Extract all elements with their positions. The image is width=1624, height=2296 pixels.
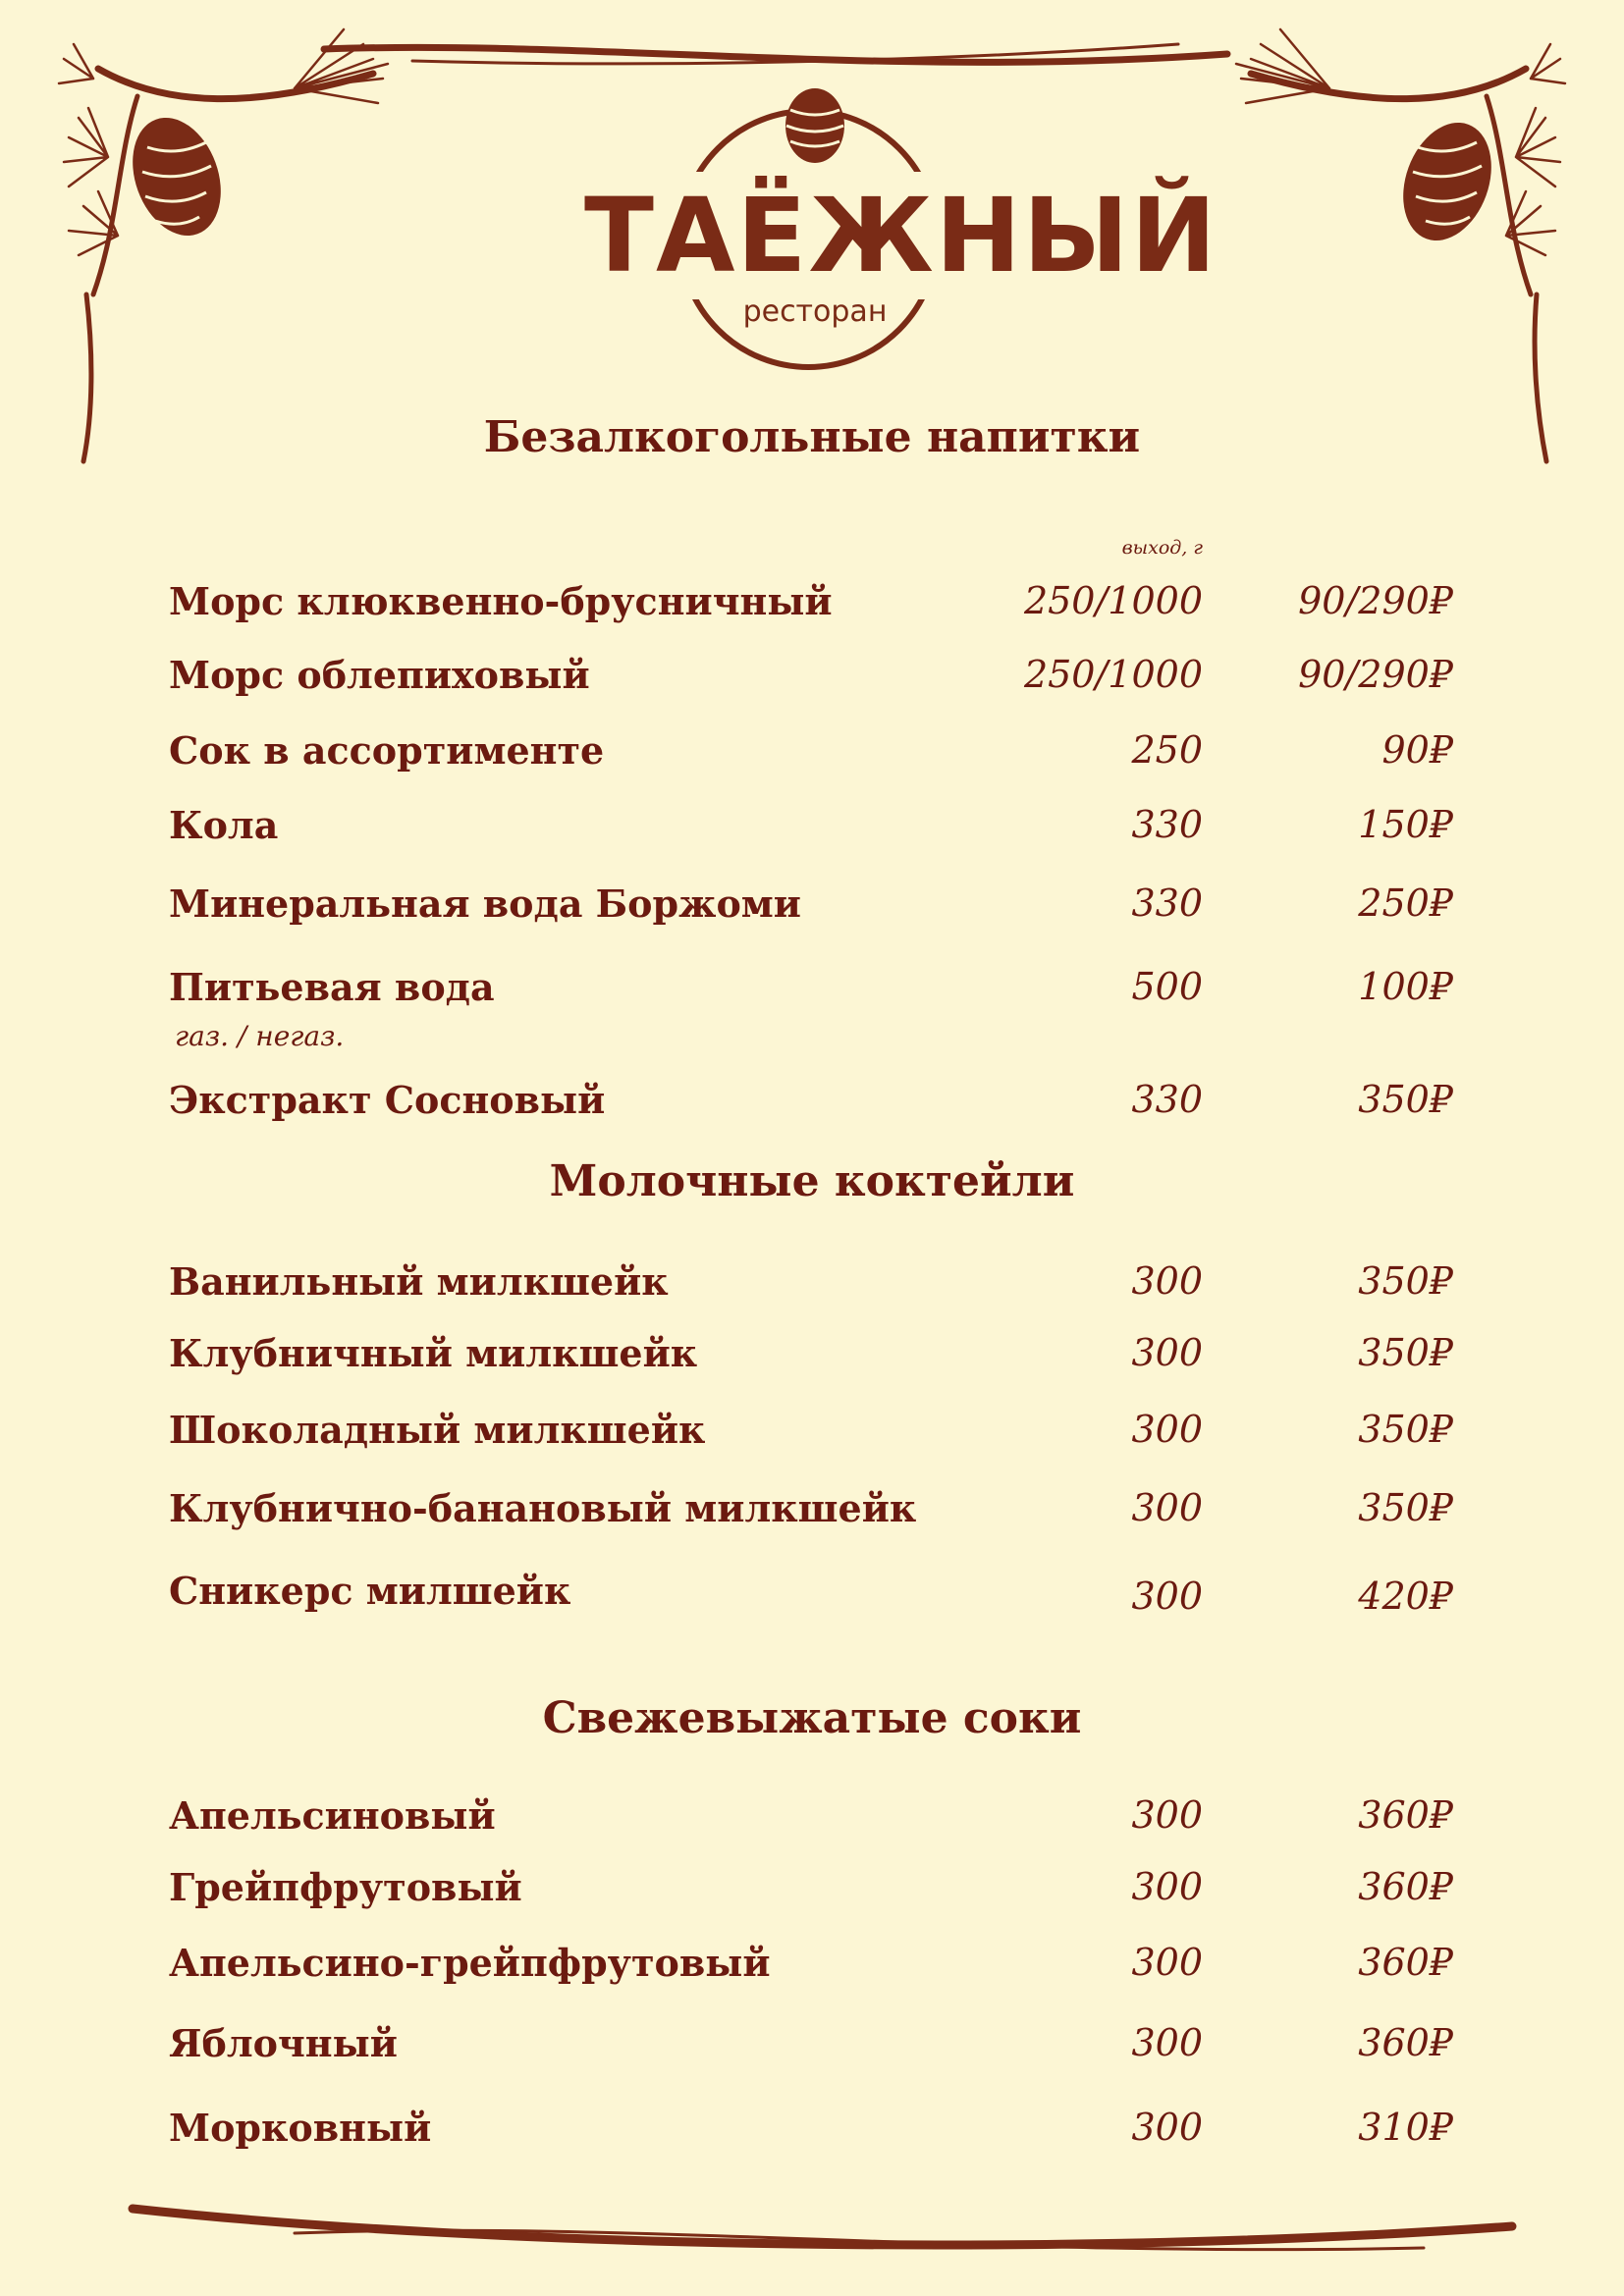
item-name: Шоколадный милкшейк <box>169 1408 706 1452</box>
item-output: 300 <box>1131 1575 1203 1618</box>
menu-item <box>0 1486 1624 1545</box>
item-name: Клубничный милкшейк <box>169 1331 698 1375</box>
item-output: 330 <box>1131 803 1203 846</box>
item-output: 300 <box>1131 1408 1203 1451</box>
item-price: 350₽ <box>1358 1408 1453 1451</box>
item-output: 300 <box>1131 1486 1203 1529</box>
item-output: 250 <box>1131 728 1203 772</box>
item-name: Яблочный <box>169 2021 398 2065</box>
menu-item <box>0 803 1624 862</box>
menu-item <box>0 1569 1624 1628</box>
menu-item <box>0 1941 1624 2000</box>
menu-item <box>0 881 1624 940</box>
item-price: 90/290₽ <box>1298 579 1453 622</box>
item-price: 360₽ <box>1358 1793 1453 1837</box>
item-output: 300 <box>1131 1793 1203 1837</box>
menu-item <box>0 2021 1624 2080</box>
item-name: Апельсино-грейпфрутовый <box>169 1941 771 1985</box>
item-output: 330 <box>1131 1078 1203 1121</box>
menu-item <box>0 1793 1624 1852</box>
item-price: 350₽ <box>1358 1078 1453 1121</box>
pine-branch-icon <box>1236 29 1565 294</box>
item-price: 90/290₽ <box>1298 653 1453 696</box>
menu-item <box>0 728 1624 787</box>
item-price: 360₽ <box>1358 2021 1453 2064</box>
item-price: 310₽ <box>1358 2106 1453 2149</box>
item-price: 350₽ <box>1358 1259 1453 1303</box>
item-price: 350₽ <box>1358 1331 1453 1374</box>
item-price: 360₽ <box>1358 1941 1453 1984</box>
item-output: 250/1000 <box>1023 653 1203 696</box>
item-name: Апельсиновый <box>169 1793 496 1838</box>
output-unit-label: выход, г <box>1121 537 1203 559</box>
pine-cone-icon <box>771 79 859 167</box>
item-name: Питьевая вода <box>169 965 495 1009</box>
item-price: 250₽ <box>1358 881 1453 925</box>
item-price: 100₽ <box>1358 965 1453 1008</box>
item-price: 360₽ <box>1358 1865 1453 1908</box>
item-name: Морс облепиховый <box>169 653 590 697</box>
item-note: газ. / негаз. <box>175 1020 345 1052</box>
item-name: Минеральная вода Боржоми <box>169 881 801 926</box>
menu-item <box>0 579 1624 638</box>
item-name: Кола <box>169 803 279 847</box>
menu-item <box>0 1865 1624 1924</box>
pine-cone-icon <box>117 105 236 247</box>
item-output: 500 <box>1131 965 1203 1008</box>
item-name: Сок в ассортименте <box>169 728 605 773</box>
item-price: 350₽ <box>1358 1486 1453 1529</box>
item-output: 300 <box>1131 1331 1203 1374</box>
item-output: 300 <box>1131 1865 1203 1908</box>
menu-item <box>0 2106 1624 2164</box>
section-title-fresh-juices: Свежевыжатые соки <box>542 1693 1082 1743</box>
item-name: Клубнично-банановый милкшейк <box>169 1486 917 1530</box>
item-output: 300 <box>1131 2106 1203 2149</box>
item-output: 300 <box>1131 1941 1203 1984</box>
restaurant-logo <box>584 59 1218 373</box>
menu-item <box>0 1078 1624 1137</box>
item-output: 300 <box>1131 2021 1203 2064</box>
menu-item <box>0 1331 1624 1390</box>
item-name: Грейпфрутовый <box>169 1865 522 1909</box>
section-title-soft-drinks: Безалкогольные напитки <box>483 412 1141 462</box>
item-name: Морс клюквенно-брусничный <box>169 579 833 623</box>
pine-cone-icon <box>1387 110 1506 252</box>
menu-item <box>0 1259 1624 1318</box>
item-output: 250/1000 <box>1023 579 1203 622</box>
menu-item <box>0 653 1624 712</box>
item-price: 90₽ <box>1381 728 1453 772</box>
section-title-milkshakes: Молочные коктейли <box>549 1156 1075 1206</box>
item-name: Морковный <box>169 2106 432 2150</box>
logo-subtitle: ресторан <box>742 294 888 329</box>
item-price: 420₽ <box>1358 1575 1453 1618</box>
item-name: Экстракт Сосновый <box>169 1078 606 1122</box>
item-output: 330 <box>1131 881 1203 925</box>
item-name: Сникерс милшейк <box>169 1569 571 1613</box>
item-price: 150₽ <box>1358 803 1453 846</box>
logo-title: ТАЁЖНЫЙ <box>584 172 1046 299</box>
menu-item <box>0 1408 1624 1467</box>
item-output: 300 <box>1131 1259 1203 1303</box>
pine-branch-icon <box>59 29 388 294</box>
item-name: Ванильный милкшейк <box>169 1259 669 1304</box>
menu-item <box>0 965 1624 1063</box>
